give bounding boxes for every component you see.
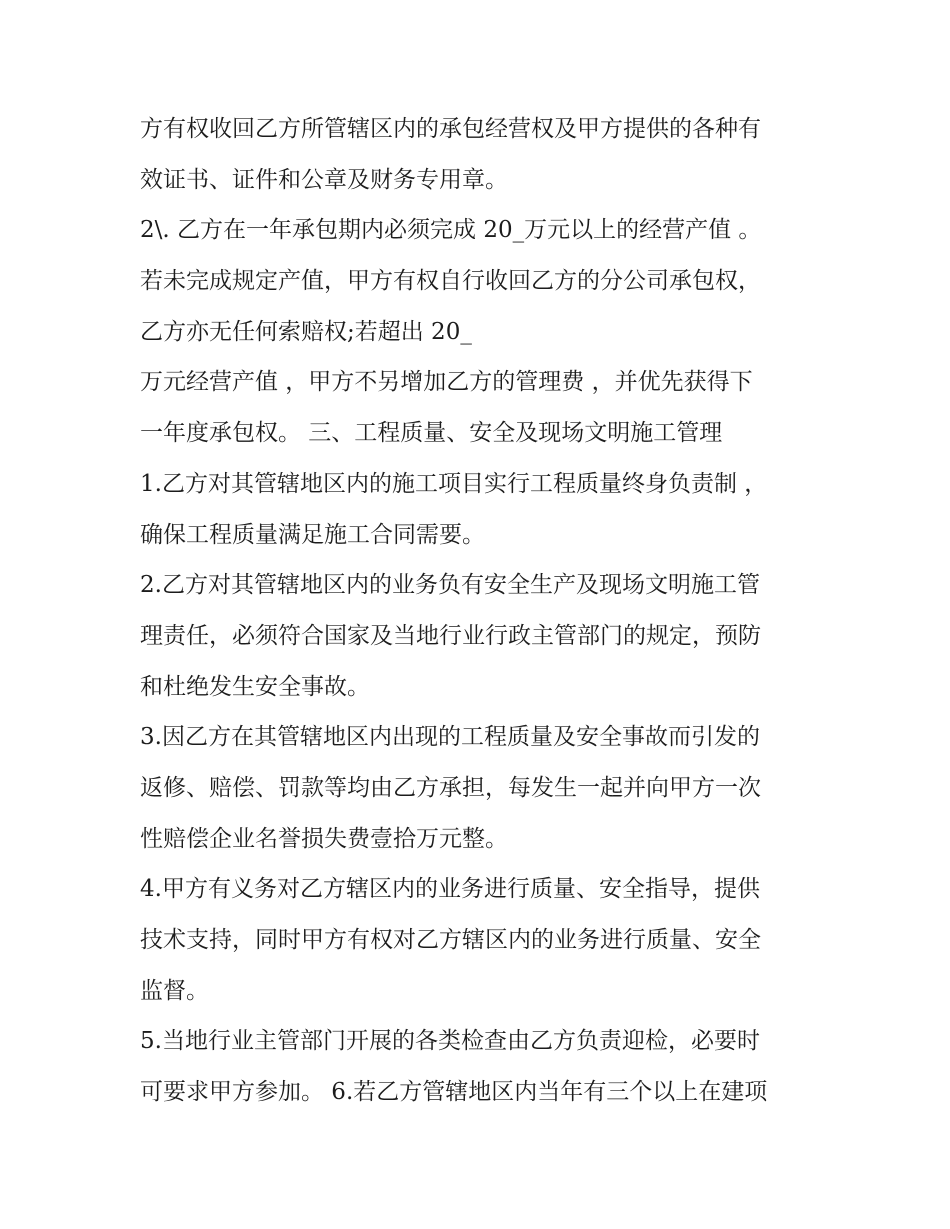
text-line: 若未完成规定产值，甲方有权自行收回乙方的分公司承包权， [140, 268, 761, 295]
text-line: 3.因乙方在其管辖地区内出现的工程质量及安全事故而引发的 [140, 724, 760, 751]
text-line: 5.当地行业主管部门开展的各类检查由乙方负责迎检，必要时 [140, 1028, 760, 1055]
text-line: 可要求甲方参加。 6.若乙方管辖地区内当年有三个以上在建项 [140, 1079, 768, 1106]
text-line: 性赔偿企业名誉损失费壹拾万元整。 [140, 825, 508, 852]
text-line: 万元经营产值 ，甲方不另增加乙方的管理费 ，并优先获得下 [140, 369, 753, 396]
document-body [140, 104, 820, 1118]
text-line: 返修、赔偿、罚款等均由乙方承担，每发生一起并向甲方一次 [140, 774, 761, 801]
text-line: 一年度承包权。 三、工程质量、安全及现场文明施工管理 [140, 420, 723, 447]
text-line: 方有权收回乙方所管辖区内的承包经营权及甲方提供的各种有 [140, 116, 761, 142]
text-line: 4.甲方有义务对乙方辖区内的业务进行质量、安全指导，提供 [140, 876, 760, 903]
text-line: 1.乙方对其管辖地区内的施工项目实行工程质量终身负责制 ， [140, 470, 768, 497]
text-line: 2\. 乙方在一年承包期内必须完成 20_万元以上的经营产值 。 [140, 217, 762, 244]
text-line: 乙方亦无任何索赔权;若超出 20_ [140, 318, 472, 345]
text-line: 监督。 [140, 977, 209, 1004]
text-line: 2.乙方对其管辖地区内的业务负有安全生产及现场文明施工管 [140, 572, 760, 599]
text-line: 和杜绝发生安全事故。 [140, 673, 370, 700]
text-line: 技术支持，同时甲方有权对乙方辖区内的业务进行质量、安全 [140, 927, 761, 953]
text-line: 理责任，必须符合国家及当地行业行政主管部门的规定，预防 [140, 622, 761, 649]
text-line: 效证书、证件和公章及财务专用章。 [140, 166, 508, 193]
text-line: 确保工程质量满足施工合同需要。 [140, 521, 485, 548]
